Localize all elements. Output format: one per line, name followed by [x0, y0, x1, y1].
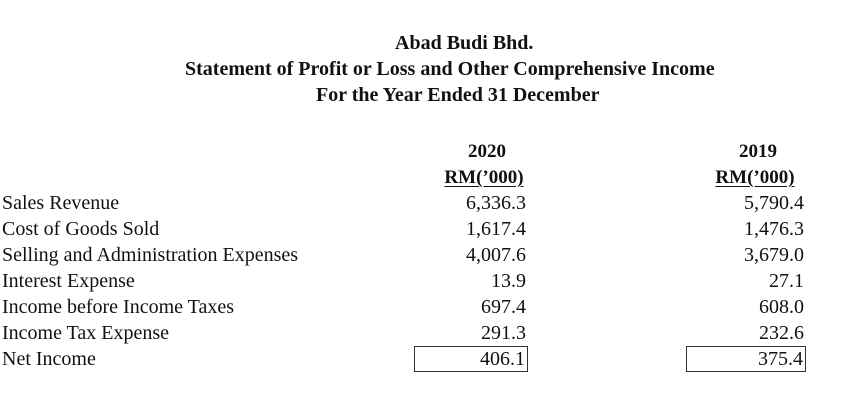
row-labels — [2, 190, 298, 372]
value-2019-cost-of-goods-sold: 1,476.3 — [744, 218, 804, 240]
value-2020-cost-of-goods-sold: 1,617.4 — [466, 218, 526, 240]
value-2020-income-tax-expense: 291.3 — [481, 322, 526, 344]
value-2019-selling-admin-expenses: 3,679.0 — [744, 244, 804, 266]
row-label-selling-admin-expenses: Selling and Administration Expenses — [2, 244, 299, 266]
value-2020-interest-expense: 13.9 — [491, 270, 526, 292]
value-2020-income-before-taxes: 697.4 — [481, 296, 526, 318]
company-name: Abad Budi Bhd. — [395, 32, 534, 54]
value-2019-sales-revenue: 5,790.4 — [744, 192, 804, 214]
row-label-cost-of-goods-sold: Cost of Goods Sold — [2, 218, 160, 240]
column-year-2020: 2020 — [468, 141, 506, 162]
value-2020-sales-revenue: 6,336.3 — [466, 192, 526, 214]
values-column-2019 — [686, 190, 806, 372]
value-2019-net-income: 375.4 — [686, 346, 806, 372]
statement-title: Statement of Profit or Loss and Other Comprehensive Income — [185, 58, 715, 80]
value-2020-net-income: 406.1 — [414, 346, 528, 372]
values-column-2020 — [414, 190, 528, 372]
value-2020-selling-admin-expenses: 4,007.6 — [466, 244, 526, 266]
row-label-net-income: Net Income — [2, 348, 96, 370]
row-label-sales-revenue: Sales Revenue — [2, 192, 120, 214]
statement-period: For the Year Ended 31 December — [316, 84, 600, 106]
row-label-interest-expense: Interest Expense — [2, 270, 135, 292]
value-2019-income-tax-expense: 232.6 — [759, 322, 804, 344]
column-year-2019: 2019 — [739, 141, 777, 162]
column-unit-2019: RM(’000) — [715, 167, 795, 188]
value-2019-income-before-taxes: 608.0 — [759, 296, 804, 318]
value-2019-interest-expense: 27.1 — [769, 270, 804, 292]
column-unit-2020: RM(’000) — [444, 167, 524, 188]
row-label-income-tax-expense: Income Tax Expense — [2, 322, 170, 344]
row-label-income-before-taxes: Income before Income Taxes — [2, 296, 235, 318]
